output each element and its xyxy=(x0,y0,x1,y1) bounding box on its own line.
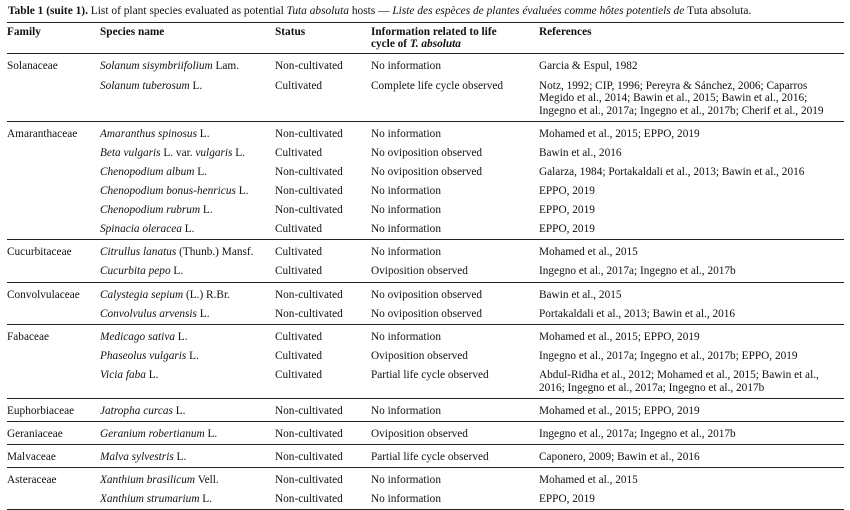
cell-family xyxy=(7,163,100,182)
cell-status: Cultivated xyxy=(275,240,371,263)
cell-references: Notz, 1992; CIP, 1996; Pereyra & Sánchez, 2006; Caparros Megido et al., 2014; Bawin et al., 2015; Bawin et al., 2016; Ingegno et al., 2017a; Ingegno et al., 2017b; Cherif et al., 2019 xyxy=(539,79,824,117)
cell-status: Non-cultivated xyxy=(275,185,343,198)
cell-information: No information xyxy=(371,490,539,510)
species-author: L. xyxy=(186,349,199,362)
cell-status: Cultivated xyxy=(275,349,323,362)
cell-references: Bawin et al., 2015 xyxy=(539,282,844,305)
caption-text-fr-species: Tuta absoluta. xyxy=(687,5,752,17)
species-name: Xanthium strumarium xyxy=(100,492,200,505)
cell-species xyxy=(100,182,275,201)
header-status: Status xyxy=(275,23,371,54)
species-author: Vell. xyxy=(195,473,219,486)
cell-information: No information xyxy=(371,223,441,236)
cell-family: Cucurbitaceae xyxy=(7,240,100,263)
species-author: L. xyxy=(189,79,203,92)
cell-status: Cultivated xyxy=(275,79,323,92)
table-row xyxy=(7,347,844,366)
cell-species xyxy=(100,163,275,182)
header-information xyxy=(371,23,539,54)
species-author: L. xyxy=(194,165,208,178)
cell-status: Cultivated xyxy=(275,146,323,159)
species-author: L. xyxy=(181,223,195,236)
cell-status: Non-cultivated xyxy=(275,444,371,467)
header-family: Family xyxy=(7,23,100,54)
header-references: References xyxy=(539,23,844,54)
cell-references: Portakaldali et al., 2013; Bawin et al., 2016 xyxy=(539,307,736,320)
species-name: Malva sylvestris xyxy=(100,450,174,463)
cell-information: Oviposition observed xyxy=(371,421,539,444)
cell-status: Non-cultivated xyxy=(275,307,343,320)
species-author: (Thunb.) Mansf. xyxy=(176,246,254,259)
cell-information: No information xyxy=(371,185,441,198)
cell-references: EPPO, 2019 xyxy=(539,204,595,217)
cell-references: EPPO, 2019 xyxy=(539,223,595,236)
cell-status: Non-cultivated xyxy=(275,490,371,510)
table-row xyxy=(7,262,844,282)
species-name: Solanum tuberosum xyxy=(100,79,190,92)
cell-family xyxy=(7,144,100,163)
cell-references: Ingegno et al., 2017a; Ingegno et al., 2017b xyxy=(539,421,844,444)
cell-species xyxy=(100,347,275,366)
species-author: L. xyxy=(174,330,188,343)
table-row xyxy=(7,282,844,305)
variety-author: L. xyxy=(232,146,245,159)
cell-information: No information xyxy=(371,467,539,490)
cell-references: Abdul-Ridha et al., 2012; Mohamed et al., 2015; Bawin et al., 2016; Ingegno et al., 2017a; Ingegno et al., 2017b xyxy=(539,368,819,394)
cell-references: Caponero, 2009; Bawin et al., 2016 xyxy=(539,444,844,467)
cell-information: No information xyxy=(371,121,539,144)
caption-text-en-italic: Tuta absoluta xyxy=(286,5,349,17)
cell-references: EPPO, 2019 xyxy=(539,490,844,510)
species-name: Calystegia sepium xyxy=(100,288,184,301)
table-row xyxy=(7,144,844,163)
species-author: L. xyxy=(235,185,249,198)
species-author: L. xyxy=(204,427,218,440)
cell-family xyxy=(7,77,100,122)
cell-information: Partial life cycle observed xyxy=(371,368,489,381)
cell-information: No information xyxy=(371,324,539,347)
cell-status: Non-cultivated xyxy=(275,467,371,490)
header-info-line1: Information related to life xyxy=(371,26,497,38)
cell-family: Malvaceae xyxy=(7,444,100,467)
species-name: Chenopodium album xyxy=(100,165,195,178)
cell-species xyxy=(100,490,275,510)
cell-references: Galarza, 1984; Portakaldali et al., 2013; Bawin et al., 2016 xyxy=(539,165,805,178)
cell-status: Non-cultivated xyxy=(275,54,371,77)
species-author: Lam. xyxy=(212,60,240,73)
table-row xyxy=(7,77,844,122)
table-row xyxy=(7,163,844,182)
cell-information: Oviposition observed xyxy=(371,265,468,278)
cell-species xyxy=(100,121,275,144)
cell-information: No information xyxy=(371,240,539,263)
cell-family xyxy=(7,201,100,220)
species-author: L. xyxy=(172,404,186,417)
header-species: Species name xyxy=(100,23,275,54)
cell-information: No oviposition observed xyxy=(371,307,483,320)
species-name: Medicago sativa xyxy=(100,330,175,343)
species-name: Jatropha curcas xyxy=(100,404,173,417)
cell-references: Mohamed et al., 2015 xyxy=(539,467,844,490)
cell-family xyxy=(7,490,100,510)
cell-status: Cultivated xyxy=(275,324,371,347)
cell-references: EPPO, 2019 xyxy=(539,185,595,198)
species-name: Phaseolus vulgaris xyxy=(100,349,187,362)
table-row xyxy=(7,182,844,201)
cell-family xyxy=(7,220,100,240)
table-row xyxy=(7,240,844,263)
cell-family xyxy=(7,262,100,282)
cell-status: Non-cultivated xyxy=(275,282,371,305)
table-body xyxy=(7,54,844,510)
cell-species xyxy=(100,467,275,490)
cell-status: Non-cultivated xyxy=(275,421,371,444)
table-row xyxy=(7,398,844,421)
table-row xyxy=(7,324,844,347)
cell-information: No oviposition observed xyxy=(371,282,539,305)
species-author: L. xyxy=(200,204,213,217)
species-name: Geranium robertianum xyxy=(100,427,205,440)
cell-status: Non-cultivated xyxy=(275,121,371,144)
species-author: L. xyxy=(170,265,184,278)
cell-family: Convolvulaceae xyxy=(7,282,100,305)
header-info-line2-italic: T. absoluta xyxy=(409,38,461,51)
species-name: Chenopodium bonus-henricus xyxy=(100,185,236,198)
table-row xyxy=(7,201,844,220)
species-author: L. xyxy=(173,450,187,463)
species-author: L. var. xyxy=(160,146,196,159)
cell-family: Solanaceae xyxy=(7,54,100,77)
cell-status: Non-cultivated xyxy=(275,398,371,421)
cell-family xyxy=(7,305,100,325)
cell-references: Mohamed et al., 2015 xyxy=(539,240,844,263)
cell-family xyxy=(7,347,100,366)
species-author: L. xyxy=(196,127,210,140)
species-name: Cucurbita pepo xyxy=(100,265,171,278)
species-name: Beta vulgaris xyxy=(100,146,161,159)
cell-references: Mohamed et al., 2015; EPPO, 2019 xyxy=(539,398,844,421)
table-row xyxy=(7,305,844,325)
cell-information: No information xyxy=(371,54,539,77)
species-author: L. xyxy=(199,492,213,505)
table-row xyxy=(7,444,844,467)
cell-species xyxy=(100,144,275,163)
cell-status: Cultivated xyxy=(275,265,323,278)
table-row xyxy=(7,54,844,77)
cell-information: Oviposition observed xyxy=(371,349,468,362)
cell-status: Cultivated xyxy=(275,223,323,236)
cell-references: Ingegno et al., 2017a; Ingegno et al., 2017b xyxy=(539,265,736,278)
cell-status: Non-cultivated xyxy=(275,165,343,178)
table-row xyxy=(7,421,844,444)
cell-species xyxy=(100,421,275,444)
cell-references: Mohamed et al., 2015; EPPO, 2019 xyxy=(539,121,844,144)
table-caption xyxy=(8,4,844,18)
species-name: Chenopodium rubrum xyxy=(100,204,201,217)
species-author: L. xyxy=(145,368,159,381)
caption-text-en-end: hosts — xyxy=(348,5,393,17)
cell-species xyxy=(100,54,275,77)
cell-species xyxy=(100,398,275,421)
table-row xyxy=(7,366,844,398)
species-variety: vulgaris xyxy=(195,146,233,159)
cell-references: Garcia & Espul, 1982 xyxy=(539,54,844,77)
cell-family: Fabaceae xyxy=(7,324,100,347)
cell-species xyxy=(100,240,275,263)
cell-information: Complete life cycle observed xyxy=(371,79,504,92)
table-row xyxy=(7,467,844,490)
species-name: Convolvulus arvensis xyxy=(100,307,197,320)
caption-label: Table 1 (suite 1). xyxy=(8,5,88,17)
species-author: (L.) R.Br. xyxy=(183,288,230,301)
cell-references: Mohamed et al., 2015; EPPO, 2019 xyxy=(539,324,844,347)
cell-species xyxy=(100,77,275,122)
cell-information: No oviposition observed xyxy=(371,146,483,159)
cell-information: No information xyxy=(371,204,441,217)
species-author: L. xyxy=(196,307,210,320)
cell-species xyxy=(100,262,275,282)
header-info-line2-prefix: cycle of xyxy=(371,38,410,51)
species-name: Solanum sisymbriifolium xyxy=(100,60,213,73)
caption-text-fr: Liste des espèces de plantes évaluées comme hôtes potentiels de xyxy=(392,5,688,17)
species-name: Spinacia oleracea xyxy=(100,223,182,236)
cell-family: Geraniaceae xyxy=(7,421,100,444)
cell-information: No oviposition observed xyxy=(371,165,483,178)
cell-species xyxy=(100,220,275,240)
cell-information: Partial life cycle observed xyxy=(371,444,539,467)
cell-information: No information xyxy=(371,398,539,421)
species-name: Amaranthus spinosus xyxy=(100,127,197,140)
table-row xyxy=(7,220,844,240)
cell-species xyxy=(100,444,275,467)
species-name: Xanthium brasilicum xyxy=(100,473,196,486)
cell-references: Ingegno et al., 2017a; Ingegno et al., 2017b; EPPO, 2019 xyxy=(539,349,798,362)
cell-family: Asteraceae xyxy=(7,467,100,490)
table-row xyxy=(7,121,844,144)
table-row xyxy=(7,490,844,510)
species-name: Citrullus lanatus xyxy=(100,246,177,259)
table-header-row xyxy=(7,23,844,54)
cell-species xyxy=(100,282,275,305)
cell-family: Euphorbiaceae xyxy=(7,398,100,421)
cell-species xyxy=(100,201,275,220)
cell-status: Cultivated xyxy=(275,368,323,381)
caption-text-en: List of plant species evaluated as potential xyxy=(87,5,287,17)
cell-family xyxy=(7,182,100,201)
host-species-table xyxy=(7,22,844,510)
species-name: Vicia faba xyxy=(100,368,146,381)
cell-status: Non-cultivated xyxy=(275,204,343,217)
cell-family xyxy=(7,366,100,398)
cell-family: Amaranthaceae xyxy=(7,121,100,144)
cell-references: Bawin et al., 2016 xyxy=(539,146,622,159)
cell-species xyxy=(100,305,275,325)
cell-species xyxy=(100,324,275,347)
cell-species xyxy=(100,366,275,398)
